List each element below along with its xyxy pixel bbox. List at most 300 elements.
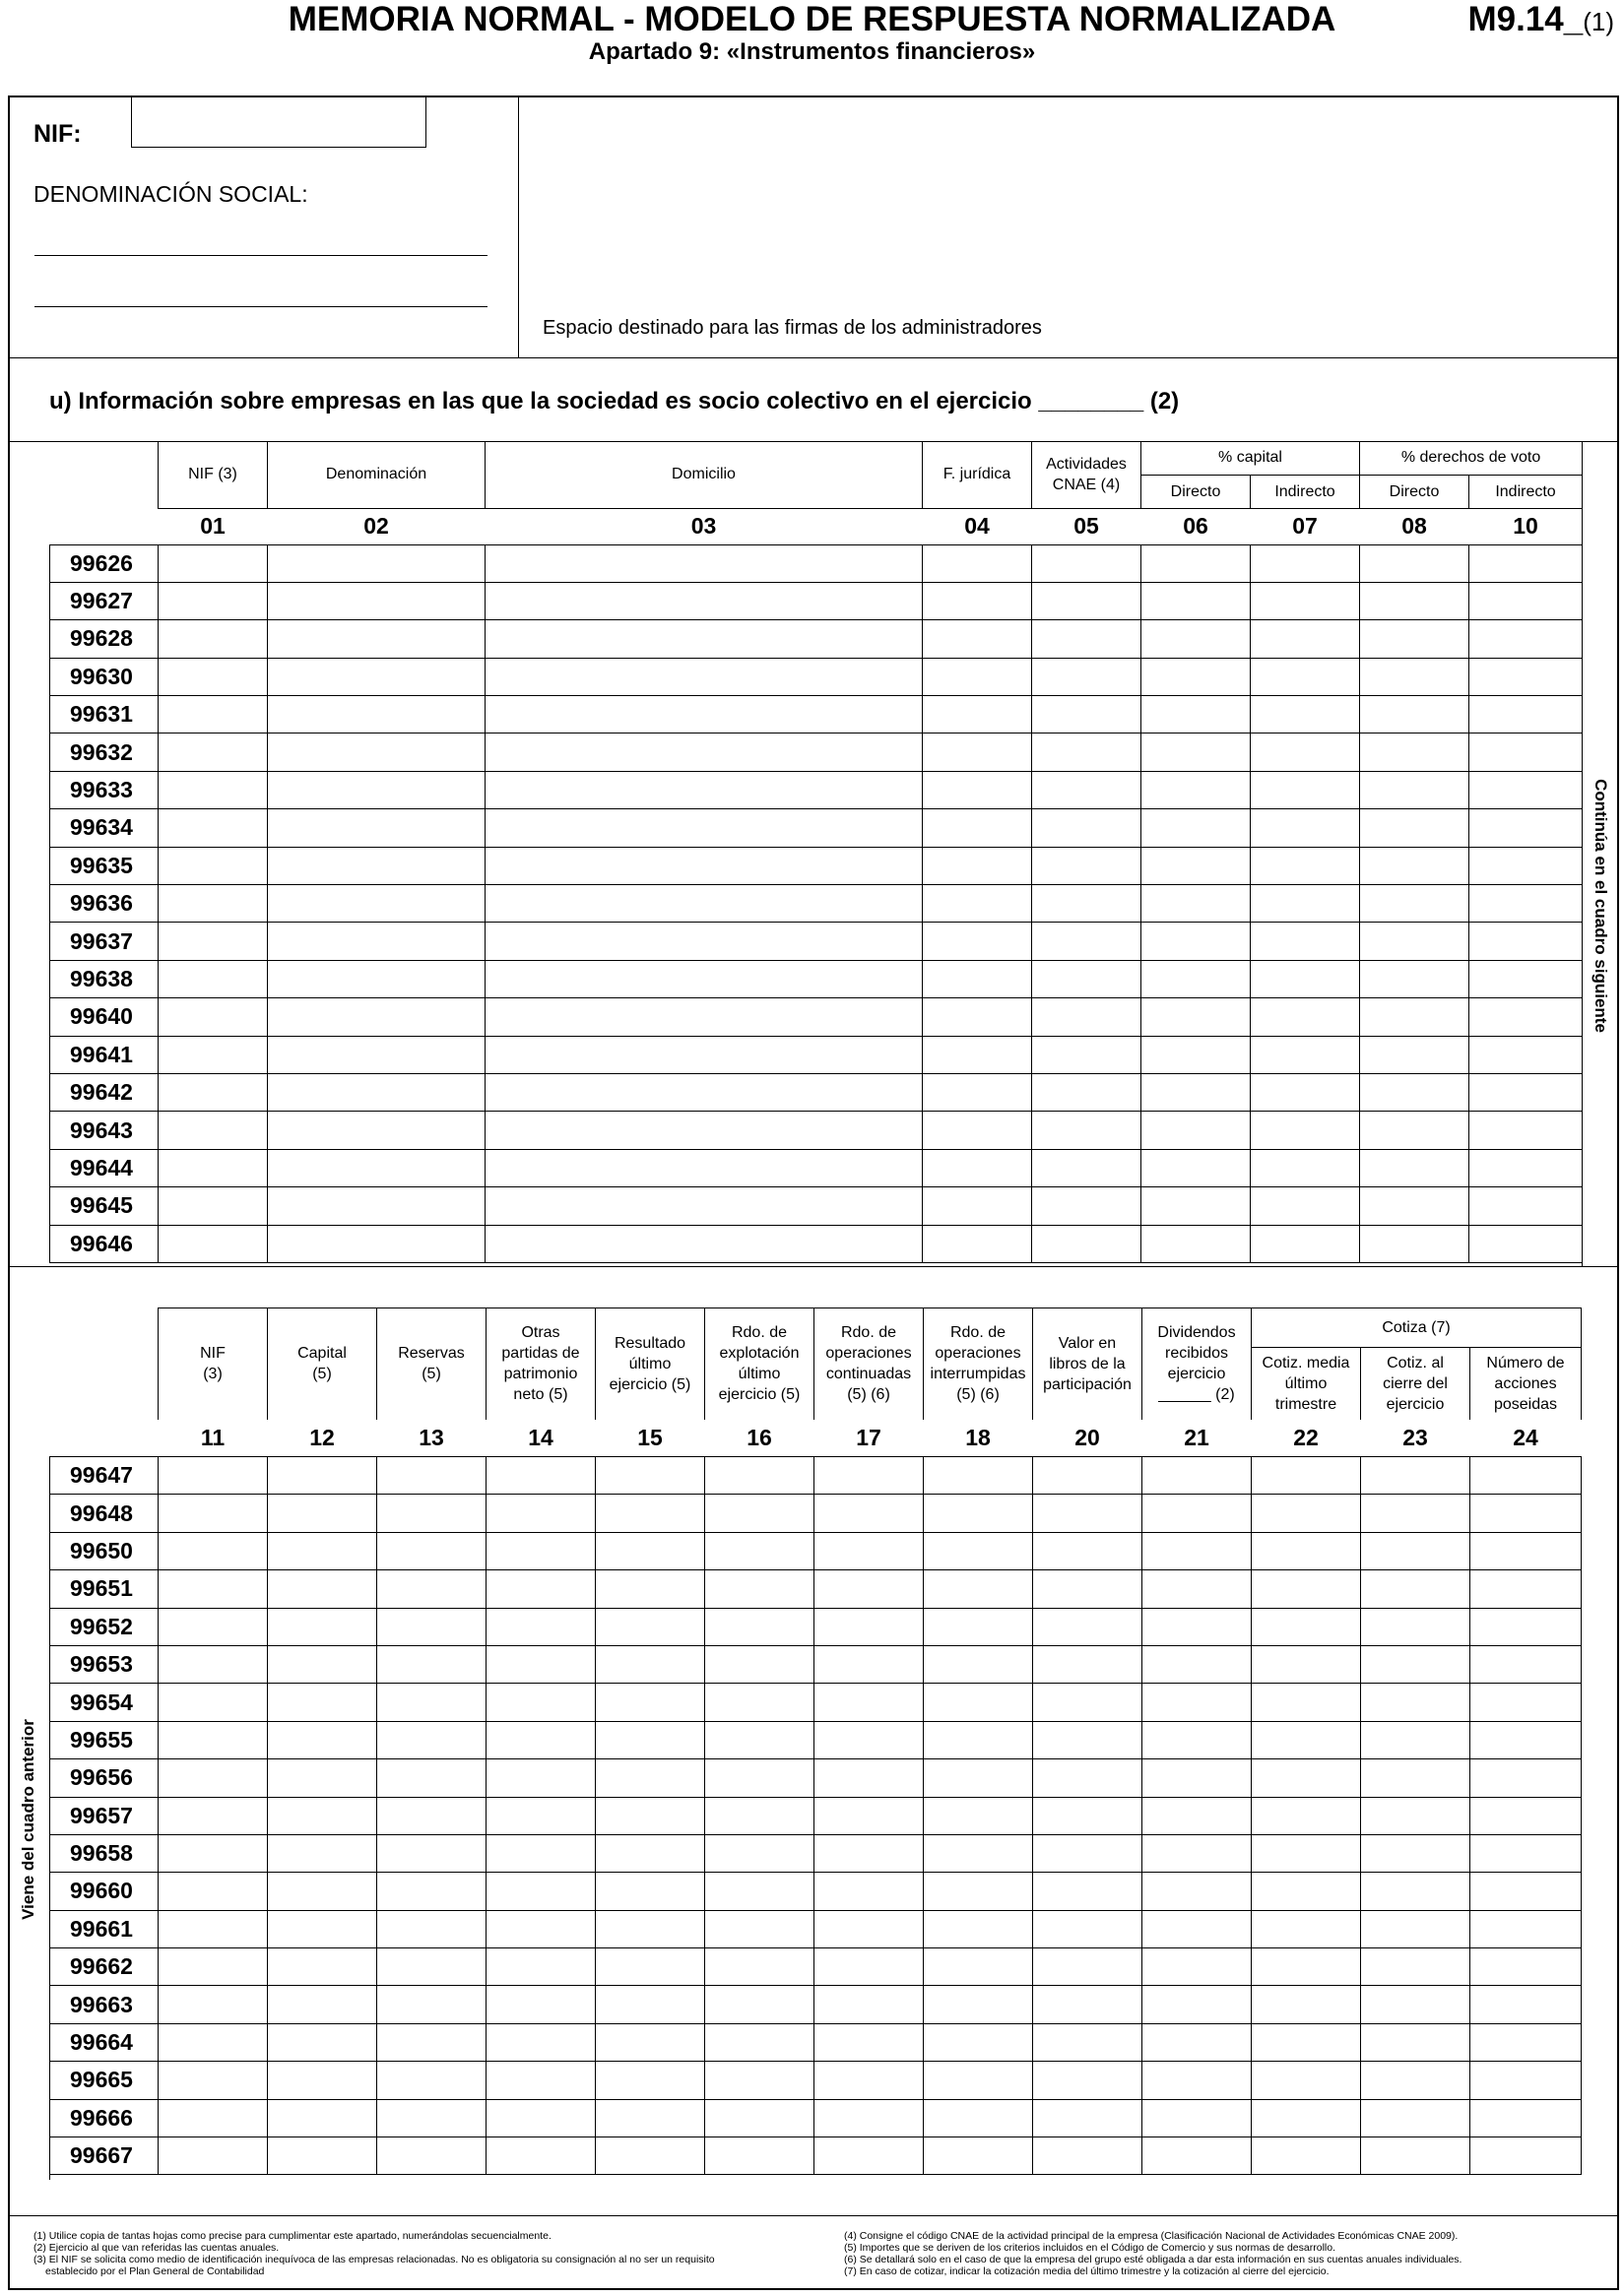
entry-field[interactable] bbox=[1033, 1958, 1141, 1976]
entry-field[interactable] bbox=[268, 554, 485, 572]
entry-cell[interactable] bbox=[1142, 1910, 1252, 1947]
entry-field[interactable] bbox=[923, 593, 1031, 610]
entry-field[interactable] bbox=[268, 932, 485, 950]
entry-field[interactable] bbox=[1470, 2034, 1581, 2052]
entry-cell[interactable] bbox=[814, 1948, 924, 1986]
entry-field[interactable] bbox=[1251, 668, 1359, 685]
entry-cell[interactable] bbox=[268, 1532, 377, 1569]
entry-field[interactable] bbox=[924, 2147, 1032, 2165]
entry-cell[interactable] bbox=[1142, 1721, 1252, 1758]
entry-field[interactable] bbox=[1142, 1882, 1251, 1900]
entry-cell[interactable] bbox=[486, 733, 923, 771]
entry-field[interactable] bbox=[1033, 2072, 1141, 2089]
entry-cell[interactable] bbox=[1141, 923, 1251, 960]
entry-field[interactable] bbox=[924, 1731, 1032, 1749]
entry-field[interactable] bbox=[268, 1731, 376, 1749]
entry-cell[interactable] bbox=[1469, 658, 1583, 695]
entry-field[interactable] bbox=[1032, 1197, 1140, 1215]
entry-field[interactable] bbox=[814, 1996, 923, 2013]
entry-cell[interactable] bbox=[923, 1225, 1032, 1262]
entry-cell[interactable] bbox=[1252, 1910, 1361, 1947]
entry-field[interactable] bbox=[1032, 554, 1140, 572]
entry-cell[interactable] bbox=[923, 658, 1032, 695]
entry-cell[interactable] bbox=[1142, 1495, 1252, 1532]
entry-cell[interactable] bbox=[487, 2023, 596, 2061]
entry-cell[interactable] bbox=[1032, 1036, 1141, 1073]
entry-field[interactable] bbox=[596, 1920, 704, 1938]
entry-field[interactable] bbox=[1361, 1467, 1469, 1485]
entry-field[interactable] bbox=[1470, 1769, 1581, 1787]
entry-field[interactable] bbox=[159, 1920, 267, 1938]
entry-field[interactable] bbox=[705, 1769, 813, 1787]
entry-field[interactable] bbox=[924, 1807, 1032, 1824]
entry-field[interactable] bbox=[705, 1958, 813, 1976]
entry-cell[interactable] bbox=[705, 2062, 814, 2099]
entry-field[interactable] bbox=[705, 1504, 813, 1522]
entry-field[interactable] bbox=[1252, 1882, 1360, 1900]
entry-cell[interactable] bbox=[1142, 1608, 1252, 1645]
entry-field[interactable] bbox=[159, 1731, 267, 1749]
entry-field[interactable] bbox=[487, 2109, 595, 2127]
entry-cell[interactable] bbox=[1251, 1187, 1360, 1225]
entry-cell[interactable] bbox=[1251, 658, 1360, 695]
entry-cell[interactable] bbox=[1141, 847, 1251, 884]
entry-field[interactable] bbox=[1252, 1731, 1360, 1749]
entry-field[interactable] bbox=[159, 1008, 267, 1026]
entry-cell[interactable] bbox=[159, 1495, 268, 1532]
entry-cell[interactable] bbox=[159, 1073, 268, 1111]
entry-field[interactable] bbox=[596, 1996, 704, 2013]
entry-cell[interactable] bbox=[1142, 2137, 1252, 2175]
entry-cell[interactable] bbox=[1470, 2099, 1582, 2137]
entry-field[interactable] bbox=[596, 1882, 704, 1900]
entry-cell[interactable] bbox=[1032, 1225, 1141, 1262]
entry-cell[interactable] bbox=[1032, 696, 1141, 733]
entry-cell[interactable] bbox=[923, 733, 1032, 771]
entry-field[interactable] bbox=[159, 895, 267, 913]
entry-cell[interactable] bbox=[268, 2023, 377, 2061]
entry-cell[interactable] bbox=[486, 1225, 923, 1262]
entry-cell[interactable] bbox=[1032, 733, 1141, 771]
entry-field[interactable] bbox=[268, 630, 485, 648]
entry-cell[interactable] bbox=[1251, 1036, 1360, 1073]
entry-field[interactable] bbox=[924, 2034, 1032, 2052]
entry-field[interactable] bbox=[268, 2072, 376, 2089]
entry-cell[interactable] bbox=[1032, 1187, 1141, 1225]
entry-field[interactable] bbox=[1142, 1769, 1251, 1787]
entry-field[interactable] bbox=[923, 1121, 1031, 1139]
entry-cell[interactable] bbox=[814, 1495, 924, 1532]
entry-field[interactable] bbox=[1252, 1845, 1360, 1863]
entry-cell[interactable] bbox=[1470, 1532, 1582, 1569]
entry-field[interactable] bbox=[1469, 630, 1582, 648]
entry-field[interactable] bbox=[1361, 1920, 1469, 1938]
entry-field[interactable] bbox=[1469, 857, 1582, 874]
entry-cell[interactable] bbox=[1142, 2023, 1252, 2061]
entry-cell[interactable] bbox=[486, 885, 923, 923]
entry-field[interactable] bbox=[1360, 630, 1468, 648]
entry-field[interactable] bbox=[924, 1542, 1032, 1560]
entry-field[interactable] bbox=[1470, 2109, 1581, 2127]
entry-cell[interactable] bbox=[487, 1570, 596, 1608]
entry-cell[interactable] bbox=[268, 658, 486, 695]
entry-field[interactable] bbox=[1251, 1197, 1359, 1215]
entry-cell[interactable] bbox=[1033, 1986, 1142, 2023]
entry-cell[interactable] bbox=[268, 1457, 377, 1495]
entry-cell[interactable] bbox=[923, 1036, 1032, 1073]
entry-cell[interactable] bbox=[1469, 733, 1583, 771]
entry-cell[interactable] bbox=[486, 960, 923, 997]
entry-field[interactable] bbox=[596, 1467, 704, 1485]
entry-cell[interactable] bbox=[1142, 1532, 1252, 1569]
entry-field[interactable] bbox=[159, 1046, 267, 1063]
entry-field[interactable] bbox=[486, 1084, 922, 1102]
entry-field[interactable] bbox=[159, 593, 267, 610]
entry-field[interactable] bbox=[1141, 743, 1250, 761]
entry-cell[interactable] bbox=[377, 1948, 487, 1986]
entry-field[interactable] bbox=[487, 1504, 595, 1522]
entry-field[interactable] bbox=[486, 1121, 922, 1139]
entry-cell[interactable] bbox=[1252, 1645, 1361, 1683]
entry-cell[interactable] bbox=[1033, 2023, 1142, 2061]
entry-field[interactable] bbox=[1360, 895, 1468, 913]
entry-field[interactable] bbox=[1252, 1656, 1360, 1674]
entry-cell[interactable] bbox=[924, 1910, 1033, 1947]
entry-field[interactable] bbox=[1252, 1920, 1360, 1938]
entry-cell[interactable] bbox=[159, 1187, 268, 1225]
entry-cell[interactable] bbox=[705, 1873, 814, 1910]
entry-cell[interactable] bbox=[1360, 544, 1469, 582]
entry-field[interactable] bbox=[377, 1693, 486, 1711]
entry-cell[interactable] bbox=[1361, 1910, 1470, 1947]
entry-field[interactable] bbox=[596, 1845, 704, 1863]
entry-field[interactable] bbox=[487, 1769, 595, 1787]
entry-field[interactable] bbox=[1033, 1693, 1141, 1711]
entry-cell[interactable] bbox=[1252, 1948, 1361, 1986]
entry-cell[interactable] bbox=[377, 1721, 487, 1758]
entry-cell[interactable] bbox=[596, 1570, 705, 1608]
entry-field[interactable] bbox=[814, 1845, 923, 1863]
entry-cell[interactable] bbox=[596, 1721, 705, 1758]
entry-field[interactable] bbox=[159, 630, 267, 648]
entry-cell[interactable] bbox=[814, 1797, 924, 1834]
entry-field[interactable] bbox=[1469, 782, 1582, 799]
entry-field[interactable] bbox=[1251, 1235, 1359, 1252]
entry-field[interactable] bbox=[1360, 1046, 1468, 1063]
entry-field[interactable] bbox=[159, 1769, 267, 1787]
entry-field[interactable] bbox=[1361, 1731, 1469, 1749]
entry-field[interactable] bbox=[1141, 857, 1250, 874]
entry-cell[interactable] bbox=[1141, 620, 1251, 658]
entry-field[interactable] bbox=[159, 1235, 267, 1252]
entry-cell[interactable] bbox=[268, 1149, 486, 1186]
entry-cell[interactable] bbox=[1469, 1112, 1583, 1149]
entry-cell[interactable] bbox=[1032, 771, 1141, 808]
entry-cell[interactable] bbox=[924, 1759, 1033, 1797]
entry-field[interactable] bbox=[1360, 932, 1468, 950]
entry-field[interactable] bbox=[1469, 593, 1582, 610]
entry-cell[interactable] bbox=[268, 1948, 377, 1986]
entry-cell[interactable] bbox=[924, 1495, 1033, 1532]
entry-cell[interactable] bbox=[596, 1645, 705, 1683]
entry-cell[interactable] bbox=[1032, 998, 1141, 1036]
entry-cell[interactable] bbox=[1251, 960, 1360, 997]
entry-field[interactable] bbox=[377, 1467, 486, 1485]
entry-field[interactable] bbox=[1033, 1656, 1141, 1674]
entry-field[interactable] bbox=[814, 1958, 923, 1976]
entry-cell[interactable] bbox=[377, 1532, 487, 1569]
entry-cell[interactable] bbox=[924, 2023, 1033, 2061]
entry-field[interactable] bbox=[1361, 1845, 1469, 1863]
entry-cell[interactable] bbox=[596, 1834, 705, 1872]
entry-field[interactable] bbox=[486, 970, 922, 988]
entry-cell[interactable] bbox=[268, 1225, 486, 1262]
entry-cell[interactable] bbox=[487, 1457, 596, 1495]
entry-cell[interactable] bbox=[1142, 1873, 1252, 1910]
entry-field[interactable] bbox=[487, 1882, 595, 1900]
entry-field[interactable] bbox=[1141, 1121, 1250, 1139]
entry-cell[interactable] bbox=[1142, 2099, 1252, 2137]
entry-cell[interactable] bbox=[487, 1684, 596, 1721]
entry-cell[interactable] bbox=[705, 1532, 814, 1569]
entry-field[interactable] bbox=[487, 1920, 595, 1938]
entry-cell[interactable] bbox=[487, 1532, 596, 1569]
entry-cell[interactable] bbox=[1251, 809, 1360, 847]
entry-cell[interactable] bbox=[596, 1684, 705, 1721]
entry-field[interactable] bbox=[705, 2147, 813, 2165]
entry-cell[interactable] bbox=[814, 1570, 924, 1608]
entry-field[interactable] bbox=[377, 1807, 486, 1824]
entry-cell[interactable] bbox=[1361, 1873, 1470, 1910]
entry-cell[interactable] bbox=[1251, 1073, 1360, 1111]
entry-cell[interactable] bbox=[268, 1721, 377, 1758]
entry-cell[interactable] bbox=[1361, 1834, 1470, 1872]
entry-cell[interactable] bbox=[1032, 658, 1141, 695]
entry-field[interactable] bbox=[924, 1618, 1032, 1635]
entry-field[interactable] bbox=[1361, 2034, 1469, 2052]
entry-field[interactable] bbox=[268, 2147, 376, 2165]
entry-field[interactable] bbox=[1142, 1845, 1251, 1863]
entry-cell[interactable] bbox=[1142, 1759, 1252, 1797]
entry-field[interactable] bbox=[486, 782, 922, 799]
entry-field[interactable] bbox=[1251, 1046, 1359, 1063]
entry-field[interactable] bbox=[268, 1008, 485, 1026]
entry-field[interactable] bbox=[268, 1693, 376, 1711]
entry-cell[interactable] bbox=[487, 1645, 596, 1683]
entry-field[interactable] bbox=[159, 706, 267, 724]
entry-cell[interactable] bbox=[1361, 2137, 1470, 2175]
entry-field[interactable] bbox=[1252, 1769, 1360, 1787]
entry-field[interactable] bbox=[377, 1731, 486, 1749]
entry-field[interactable] bbox=[1469, 895, 1582, 913]
entry-cell[interactable] bbox=[924, 2137, 1033, 2175]
entry-field[interactable] bbox=[1361, 1693, 1469, 1711]
entry-field[interactable] bbox=[268, 1121, 485, 1139]
entry-field[interactable] bbox=[1252, 2072, 1360, 2089]
entry-cell[interactable] bbox=[923, 1073, 1032, 1111]
entry-cell[interactable] bbox=[1252, 2137, 1361, 2175]
entry-field[interactable] bbox=[596, 2147, 704, 2165]
entry-field[interactable] bbox=[1469, 1235, 1582, 1252]
entry-cell[interactable] bbox=[159, 620, 268, 658]
entry-field[interactable] bbox=[1360, 819, 1468, 837]
entry-cell[interactable] bbox=[705, 1834, 814, 1872]
entry-cell[interactable] bbox=[487, 1986, 596, 2023]
entry-cell[interactable] bbox=[1032, 847, 1141, 884]
entry-field[interactable] bbox=[1033, 1769, 1141, 1787]
entry-cell[interactable] bbox=[1252, 1873, 1361, 1910]
entry-field[interactable] bbox=[1141, 1235, 1250, 1252]
entry-field[interactable] bbox=[268, 895, 485, 913]
entry-field[interactable] bbox=[377, 1920, 486, 1938]
entry-cell[interactable] bbox=[486, 620, 923, 658]
entry-cell[interactable] bbox=[268, 1759, 377, 1797]
entry-field[interactable] bbox=[159, 782, 267, 799]
entry-field[interactable] bbox=[1141, 706, 1250, 724]
entry-field[interactable] bbox=[1251, 895, 1359, 913]
entry-cell[interactable] bbox=[268, 885, 486, 923]
entry-field[interactable] bbox=[1251, 932, 1359, 950]
entry-cell[interactable] bbox=[268, 2137, 377, 2175]
entry-cell[interactable] bbox=[1361, 1532, 1470, 1569]
entry-cell[interactable] bbox=[923, 1149, 1032, 1186]
entry-cell[interactable] bbox=[596, 1457, 705, 1495]
entry-field[interactable] bbox=[1033, 1467, 1141, 1485]
entry-cell[interactable] bbox=[1470, 1721, 1582, 1758]
entry-cell[interactable] bbox=[1469, 1073, 1583, 1111]
entry-cell[interactable] bbox=[1032, 885, 1141, 923]
entry-cell[interactable] bbox=[1470, 2137, 1582, 2175]
entry-field[interactable] bbox=[924, 1920, 1032, 1938]
entry-field[interactable] bbox=[268, 668, 485, 685]
entry-cell[interactable] bbox=[1141, 1036, 1251, 1073]
entry-cell[interactable] bbox=[1032, 544, 1141, 582]
entry-cell[interactable] bbox=[705, 1948, 814, 1986]
entry-field[interactable] bbox=[159, 857, 267, 874]
entry-cell[interactable] bbox=[814, 1910, 924, 1947]
entry-field[interactable] bbox=[923, 668, 1031, 685]
entry-cell[interactable] bbox=[1033, 1948, 1142, 1986]
entry-field[interactable] bbox=[1470, 1693, 1581, 1711]
entry-field[interactable] bbox=[1141, 668, 1250, 685]
entry-cell[interactable] bbox=[268, 733, 486, 771]
entry-cell[interactable] bbox=[1251, 847, 1360, 884]
entry-field[interactable] bbox=[486, 819, 922, 837]
entry-cell[interactable] bbox=[596, 2099, 705, 2137]
entry-field[interactable] bbox=[705, 1467, 813, 1485]
entry-cell[interactable] bbox=[1141, 809, 1251, 847]
entry-field[interactable] bbox=[159, 1580, 267, 1598]
entry-field[interactable] bbox=[159, 2034, 267, 2052]
entry-cell[interactable] bbox=[1469, 1187, 1583, 1225]
entry-field[interactable] bbox=[1470, 1618, 1581, 1635]
entry-cell[interactable] bbox=[705, 1608, 814, 1645]
entry-cell[interactable] bbox=[924, 1457, 1033, 1495]
entry-cell[interactable] bbox=[1360, 733, 1469, 771]
entry-cell[interactable] bbox=[159, 998, 268, 1036]
entry-cell[interactable] bbox=[159, 733, 268, 771]
entry-cell[interactable] bbox=[1470, 1684, 1582, 1721]
entry-cell[interactable] bbox=[487, 1873, 596, 1910]
entry-cell[interactable] bbox=[268, 1073, 486, 1111]
entry-field[interactable] bbox=[1470, 1656, 1581, 1674]
entry-field[interactable] bbox=[1033, 1618, 1141, 1635]
entry-cell[interactable] bbox=[1360, 620, 1469, 658]
entry-field[interactable] bbox=[159, 932, 267, 950]
entry-cell[interactable] bbox=[814, 1834, 924, 1872]
entry-cell[interactable] bbox=[923, 998, 1032, 1036]
entry-cell[interactable] bbox=[814, 1608, 924, 1645]
entry-cell[interactable] bbox=[487, 1797, 596, 1834]
entry-field[interactable] bbox=[159, 1504, 267, 1522]
entry-cell[interactable] bbox=[814, 1759, 924, 1797]
entry-cell[interactable] bbox=[924, 1797, 1033, 1834]
entry-field[interactable] bbox=[487, 2072, 595, 2089]
entry-cell[interactable] bbox=[1469, 1036, 1583, 1073]
entry-cell[interactable] bbox=[923, 885, 1032, 923]
entry-field[interactable] bbox=[487, 2147, 595, 2165]
entry-cell[interactable] bbox=[1142, 1986, 1252, 2023]
entry-field[interactable] bbox=[159, 1197, 267, 1215]
entry-cell[interactable] bbox=[159, 1112, 268, 1149]
entry-field[interactable] bbox=[1251, 1159, 1359, 1177]
entry-cell[interactable] bbox=[1141, 1073, 1251, 1111]
entry-cell[interactable] bbox=[1033, 1495, 1142, 1532]
entry-field[interactable] bbox=[814, 1882, 923, 1900]
entry-field[interactable] bbox=[923, 1235, 1031, 1252]
entry-cell[interactable] bbox=[1469, 544, 1583, 582]
entry-field[interactable] bbox=[924, 1504, 1032, 1522]
entry-field[interactable] bbox=[1251, 970, 1359, 988]
entry-cell[interactable] bbox=[1470, 1873, 1582, 1910]
entry-field[interactable] bbox=[487, 1618, 595, 1635]
entry-field[interactable] bbox=[268, 1656, 376, 1674]
entry-cell[interactable] bbox=[377, 1608, 487, 1645]
entry-cell[interactable] bbox=[1251, 998, 1360, 1036]
entry-field[interactable] bbox=[1032, 668, 1140, 685]
entry-cell[interactable] bbox=[1361, 2099, 1470, 2137]
entry-field[interactable] bbox=[268, 782, 485, 799]
entry-cell[interactable] bbox=[814, 2062, 924, 2099]
entry-field[interactable] bbox=[487, 1656, 595, 1674]
entry-cell[interactable] bbox=[923, 923, 1032, 960]
entry-cell[interactable] bbox=[1252, 1986, 1361, 2023]
denominacion-line-2[interactable] bbox=[34, 306, 487, 307]
entry-cell[interactable] bbox=[1360, 1149, 1469, 1186]
entry-field[interactable] bbox=[1470, 1731, 1581, 1749]
entry-field[interactable] bbox=[268, 1920, 376, 1938]
entry-field[interactable] bbox=[1470, 1920, 1581, 1938]
entry-field[interactable] bbox=[1252, 2034, 1360, 2052]
entry-cell[interactable] bbox=[1360, 847, 1469, 884]
entry-field[interactable] bbox=[268, 2109, 376, 2127]
entry-field[interactable] bbox=[486, 743, 922, 761]
entry-field[interactable] bbox=[1032, 1235, 1140, 1252]
entry-cell[interactable] bbox=[159, 1986, 268, 2023]
entry-field[interactable] bbox=[1251, 554, 1359, 572]
entry-cell[interactable] bbox=[268, 620, 486, 658]
entry-field[interactable] bbox=[1033, 1920, 1141, 1938]
entry-field[interactable] bbox=[486, 668, 922, 685]
entry-cell[interactable] bbox=[1360, 1036, 1469, 1073]
entry-cell[interactable] bbox=[159, 582, 268, 619]
entry-field[interactable] bbox=[377, 1882, 486, 1900]
entry-cell[interactable] bbox=[377, 2023, 487, 2061]
entry-cell[interactable] bbox=[377, 1986, 487, 2023]
entry-cell[interactable] bbox=[1469, 998, 1583, 1036]
entry-field[interactable] bbox=[705, 1656, 813, 1674]
entry-cell[interactable] bbox=[1469, 847, 1583, 884]
